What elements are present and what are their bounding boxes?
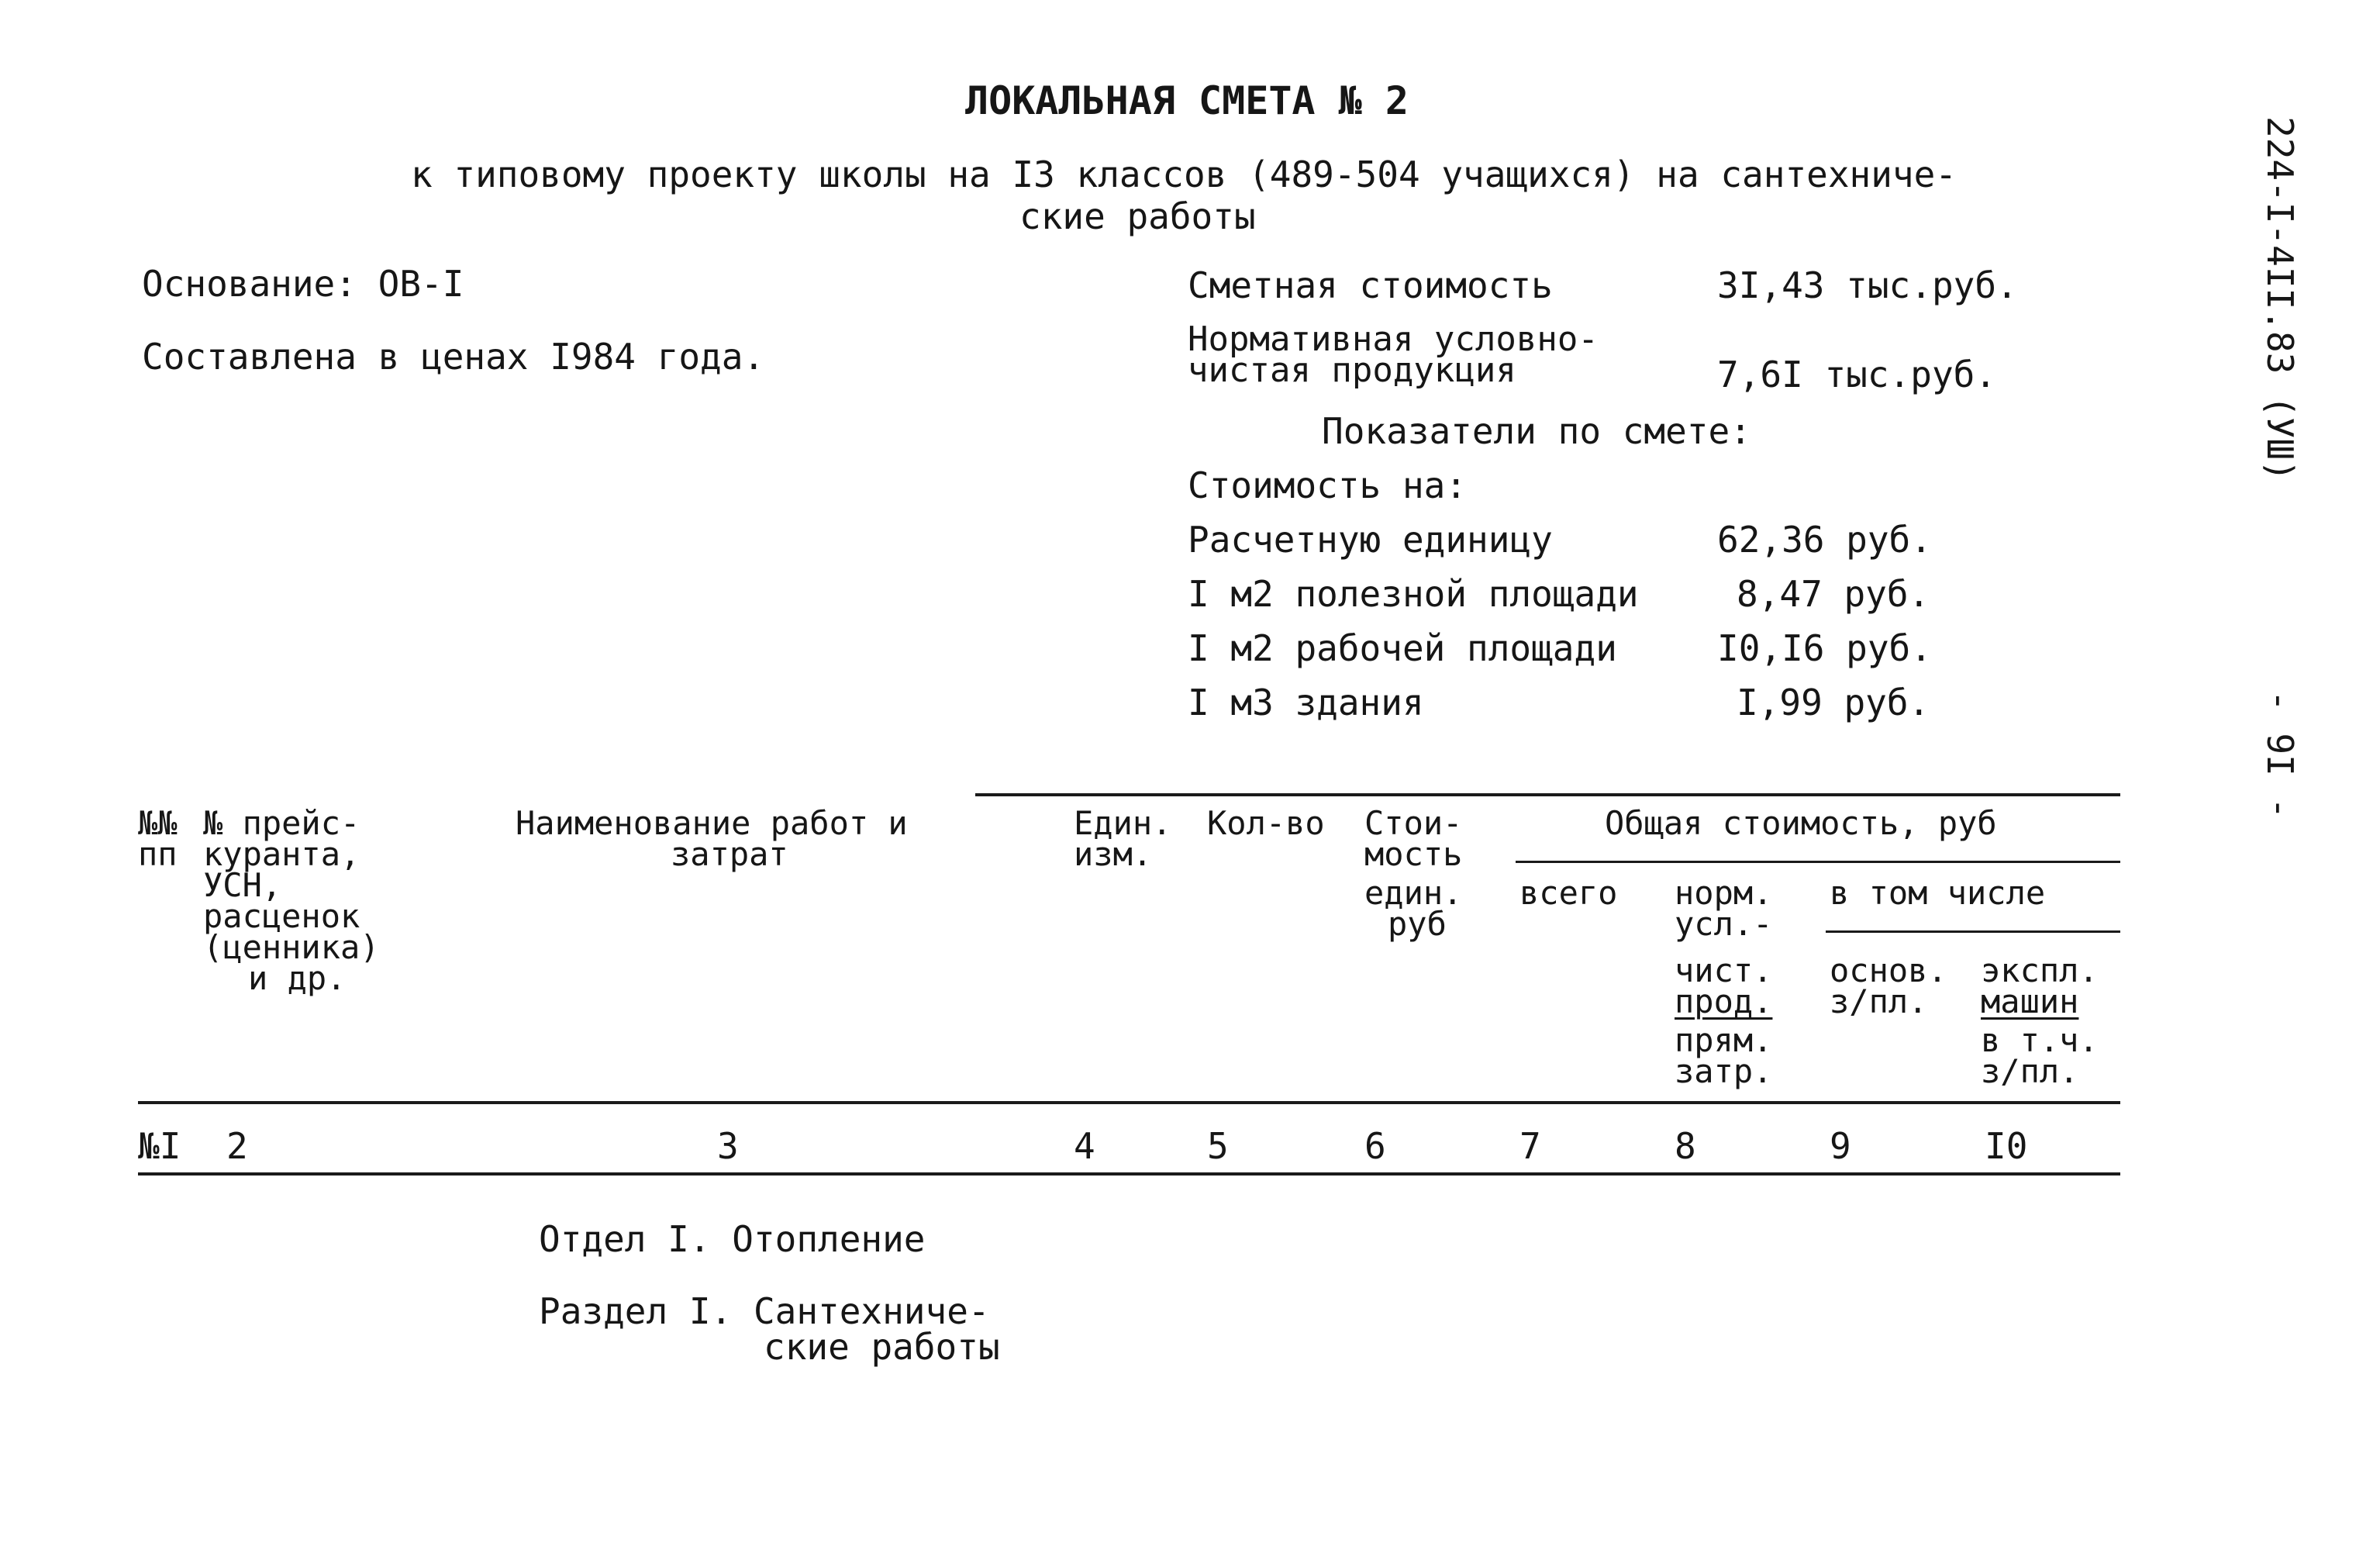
- estimated-cost-label: Сметная стоимость: [1188, 264, 1553, 306]
- indicator-label: I м2 рабочей площади: [1188, 627, 1617, 669]
- col10-header-line: в т.ч.: [1981, 1021, 2099, 1059]
- numbers-bottom-rule: [138, 1172, 2120, 1176]
- col3-header-line: Наименование работ и: [516, 804, 908, 842]
- column-number: №I: [138, 1125, 181, 1167]
- total-cost-rule: [1516, 861, 2120, 863]
- side-document-code: 224-I-4II.83 (УШ): [2259, 116, 2301, 482]
- cost-for-label: Стоимость на:: [1188, 464, 1468, 506]
- section-heading-line2: ские работы: [764, 1326, 1000, 1368]
- column-number: 4: [1074, 1125, 1095, 1167]
- col2-header-line: № прейс-: [203, 804, 360, 842]
- page-number: - 9I -: [2259, 690, 2301, 820]
- column-number: 2: [226, 1125, 248, 1167]
- col10-header-line: машин: [1981, 982, 2079, 1020]
- column-number: I0: [1985, 1125, 2028, 1167]
- column-number: 8: [1675, 1125, 1696, 1167]
- col3-header-line: затрат: [671, 835, 788, 873]
- col4-header-line: изм.: [1074, 835, 1153, 873]
- col2-header-line: и др.: [248, 959, 347, 997]
- total-cost-header: Общая стоимость, руб: [1605, 804, 1997, 842]
- col1-header-line: пп: [138, 835, 178, 873]
- col8-header-line: усл.-: [1675, 905, 1773, 943]
- col4-header-line: Един.: [1074, 804, 1172, 842]
- col2-header-line: куранта,: [203, 835, 360, 873]
- estimated-cost-value: 3I,43 тыс.руб.: [1717, 264, 2018, 306]
- col2-header-line: УСН,: [203, 866, 282, 904]
- col10-header-line: экспл.: [1981, 951, 2099, 989]
- section-heading-line1: Раздел I. Сантехниче-: [539, 1290, 990, 1332]
- col10-header-line: з/пл.: [1981, 1052, 2079, 1090]
- indicator-value: 8,47 руб.: [1737, 573, 1930, 615]
- including-header: в том числе: [1830, 874, 2046, 912]
- basis-text: Основание: ОВ-I: [142, 263, 464, 305]
- col8-header-line: затр.: [1675, 1052, 1773, 1090]
- including-rule: [1826, 930, 2120, 933]
- column-number: 5: [1207, 1125, 1229, 1167]
- col8-header-line: чист.: [1675, 951, 1773, 989]
- normative-label-1: Нормативная условно-: [1188, 319, 1599, 359]
- col5-header: Кол-во: [1207, 804, 1325, 842]
- col6-header-line: руб: [1388, 905, 1447, 943]
- col2-header-line: (ценника): [203, 928, 380, 966]
- table-top-rule: [975, 793, 2120, 796]
- indicator-value: I,99 руб.: [1737, 682, 1930, 723]
- indicators-title: Показатели по смете:: [1322, 410, 1751, 452]
- indicator-value: 62,36 руб.: [1717, 519, 1932, 561]
- normative-value: 7,6I тыс.руб.: [1717, 354, 1997, 395]
- col2-header-line: расценок: [203, 897, 360, 935]
- indicator-label: Расчетную единицу: [1188, 519, 1553, 561]
- col9-header-line: з/пл.: [1830, 982, 1928, 1020]
- col6-header-line: Стои-: [1364, 804, 1463, 842]
- col8-header-line: прям.: [1675, 1021, 1773, 1059]
- col6-header-line: един.: [1364, 874, 1463, 912]
- column-number: 6: [1364, 1125, 1386, 1167]
- column-number: 9: [1830, 1125, 1851, 1167]
- header-bottom-rule: [138, 1101, 2120, 1104]
- col9-header-line: основ.: [1830, 951, 1947, 989]
- column-number: 7: [1519, 1125, 1541, 1167]
- col7-header: всего: [1519, 874, 1618, 912]
- indicator-label: I м3 здания: [1188, 682, 1424, 723]
- indicator-value: I0,I6 руб.: [1717, 627, 1932, 669]
- col1-header-line: №№: [138, 804, 178, 842]
- document-title: ЛОКАЛЬНАЯ СМЕТА № 2: [965, 78, 1409, 123]
- department-heading: Отдел I. Отопление: [539, 1218, 926, 1260]
- normative-label-2: чистая продукция: [1188, 350, 1516, 390]
- document-subtitle-line1: к типовому проекту школы на I3 классов (489-504 учащихся) на сантехниче-: [411, 154, 1957, 195]
- document-subtitle-line2: ские работы: [1019, 195, 1256, 237]
- col8-header-line: норм.: [1675, 874, 1773, 912]
- prices-text: Составлена в ценах I984 года.: [142, 336, 765, 378]
- col6-header-line: мость: [1364, 835, 1463, 873]
- indicator-label: I м2 полезной площади: [1188, 573, 1639, 615]
- column-number: 3: [717, 1125, 739, 1167]
- col8-header-line: прод.: [1675, 982, 1773, 1020]
